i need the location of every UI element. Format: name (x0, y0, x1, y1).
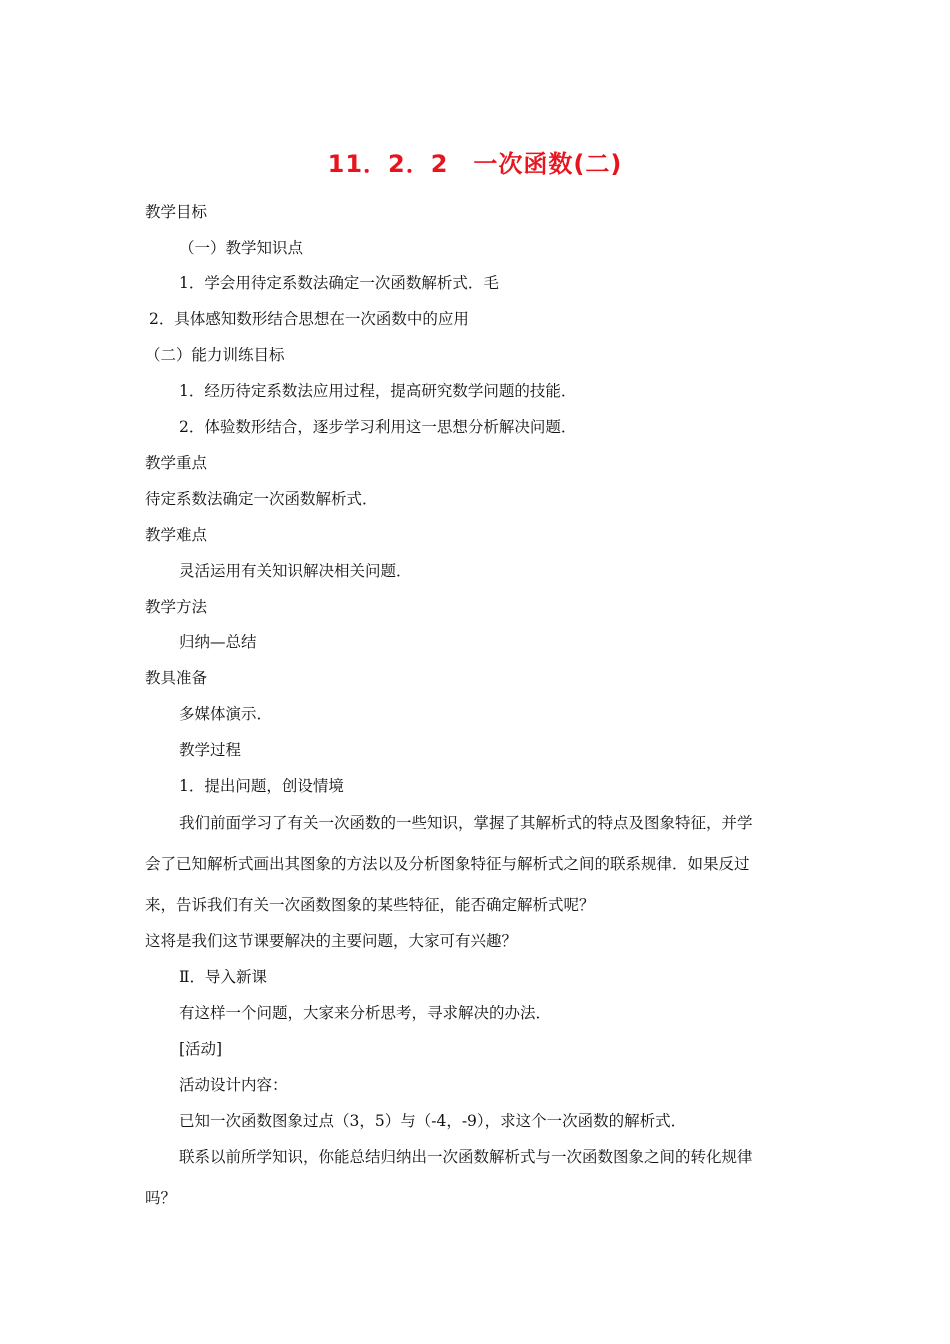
document-title: 11．2．2 一次函数(二) (327, 150, 623, 178)
subheading-knowledge-points: （一）教学知识点 (179, 239, 304, 257)
key-points-text: 待定系数法确定一次函数解析式． (145, 490, 378, 508)
teaching-aids-text: 多媒体演示． (179, 705, 273, 723)
subheading-ability-goals: （二）能力训练目标 (145, 346, 285, 364)
paragraph-line: 吗？ (145, 1189, 177, 1207)
heading-methods: 教学方法 (145, 598, 208, 616)
methods-text: 归纳—总结 (179, 633, 257, 651)
activity-label: [活动] (179, 1040, 223, 1058)
process-step-2: Ⅱ．导入新课 (179, 968, 268, 986)
heading-teaching-goals: 教学目标 (145, 203, 208, 221)
heading-key-points: 教学重点 (145, 454, 208, 472)
ability-goal-2: 2．体验数形结合，逐步学习利用这一思想分析解决问题． (179, 418, 577, 436)
paragraph-line: 有这样一个问题，大家来分析思考，寻求解决的办法． (179, 1004, 552, 1022)
heading-teaching-process: 教学过程 (179, 741, 242, 759)
paragraph-line: 来，告诉我们有关一次函数图象的某些特征，能否确定解析式呢？ (145, 896, 595, 914)
heading-teaching-aids: 教具准备 (145, 669, 208, 687)
heading-difficulties: 教学难点 (145, 526, 208, 544)
paragraph-line: 会了已知解析式画出其图象的方法以及分析图象特征与解析式之间的联系规律．如果反过 (145, 855, 750, 873)
paragraph-line: 我们前面学习了有关一次函数的一些知识，掌握了其解析式的特点及图象特征，并学 (179, 814, 753, 832)
ability-goal-1: 1．经历待定系数法应用过程，提高研究数学问题的技能． (179, 382, 577, 400)
activity-design-label: 活动设计内容： (179, 1076, 288, 1094)
activity-problem: 已知一次函数图象过点（3，5）与（-4，-9），求这个一次函数的解析式． (179, 1112, 687, 1130)
knowledge-point-2: 2．具体感知数形结合思想在一次函数中的应用 (149, 310, 469, 328)
paragraph-line: 这将是我们这节课要解决的主要问题，大家可有兴趣？ (145, 932, 518, 950)
knowledge-point-1: 1．学会用待定系数法确定一次函数解析式．毛 (179, 274, 499, 292)
paragraph-line: 联系以前所学知识，你能总结归纳出一次函数解析式与一次函数图象之间的转化规律 (179, 1148, 753, 1166)
difficulties-text: 灵活运用有关知识解决相关问题． (179, 562, 412, 580)
process-step-1: 1．提出问题，创设情境 (179, 777, 344, 795)
